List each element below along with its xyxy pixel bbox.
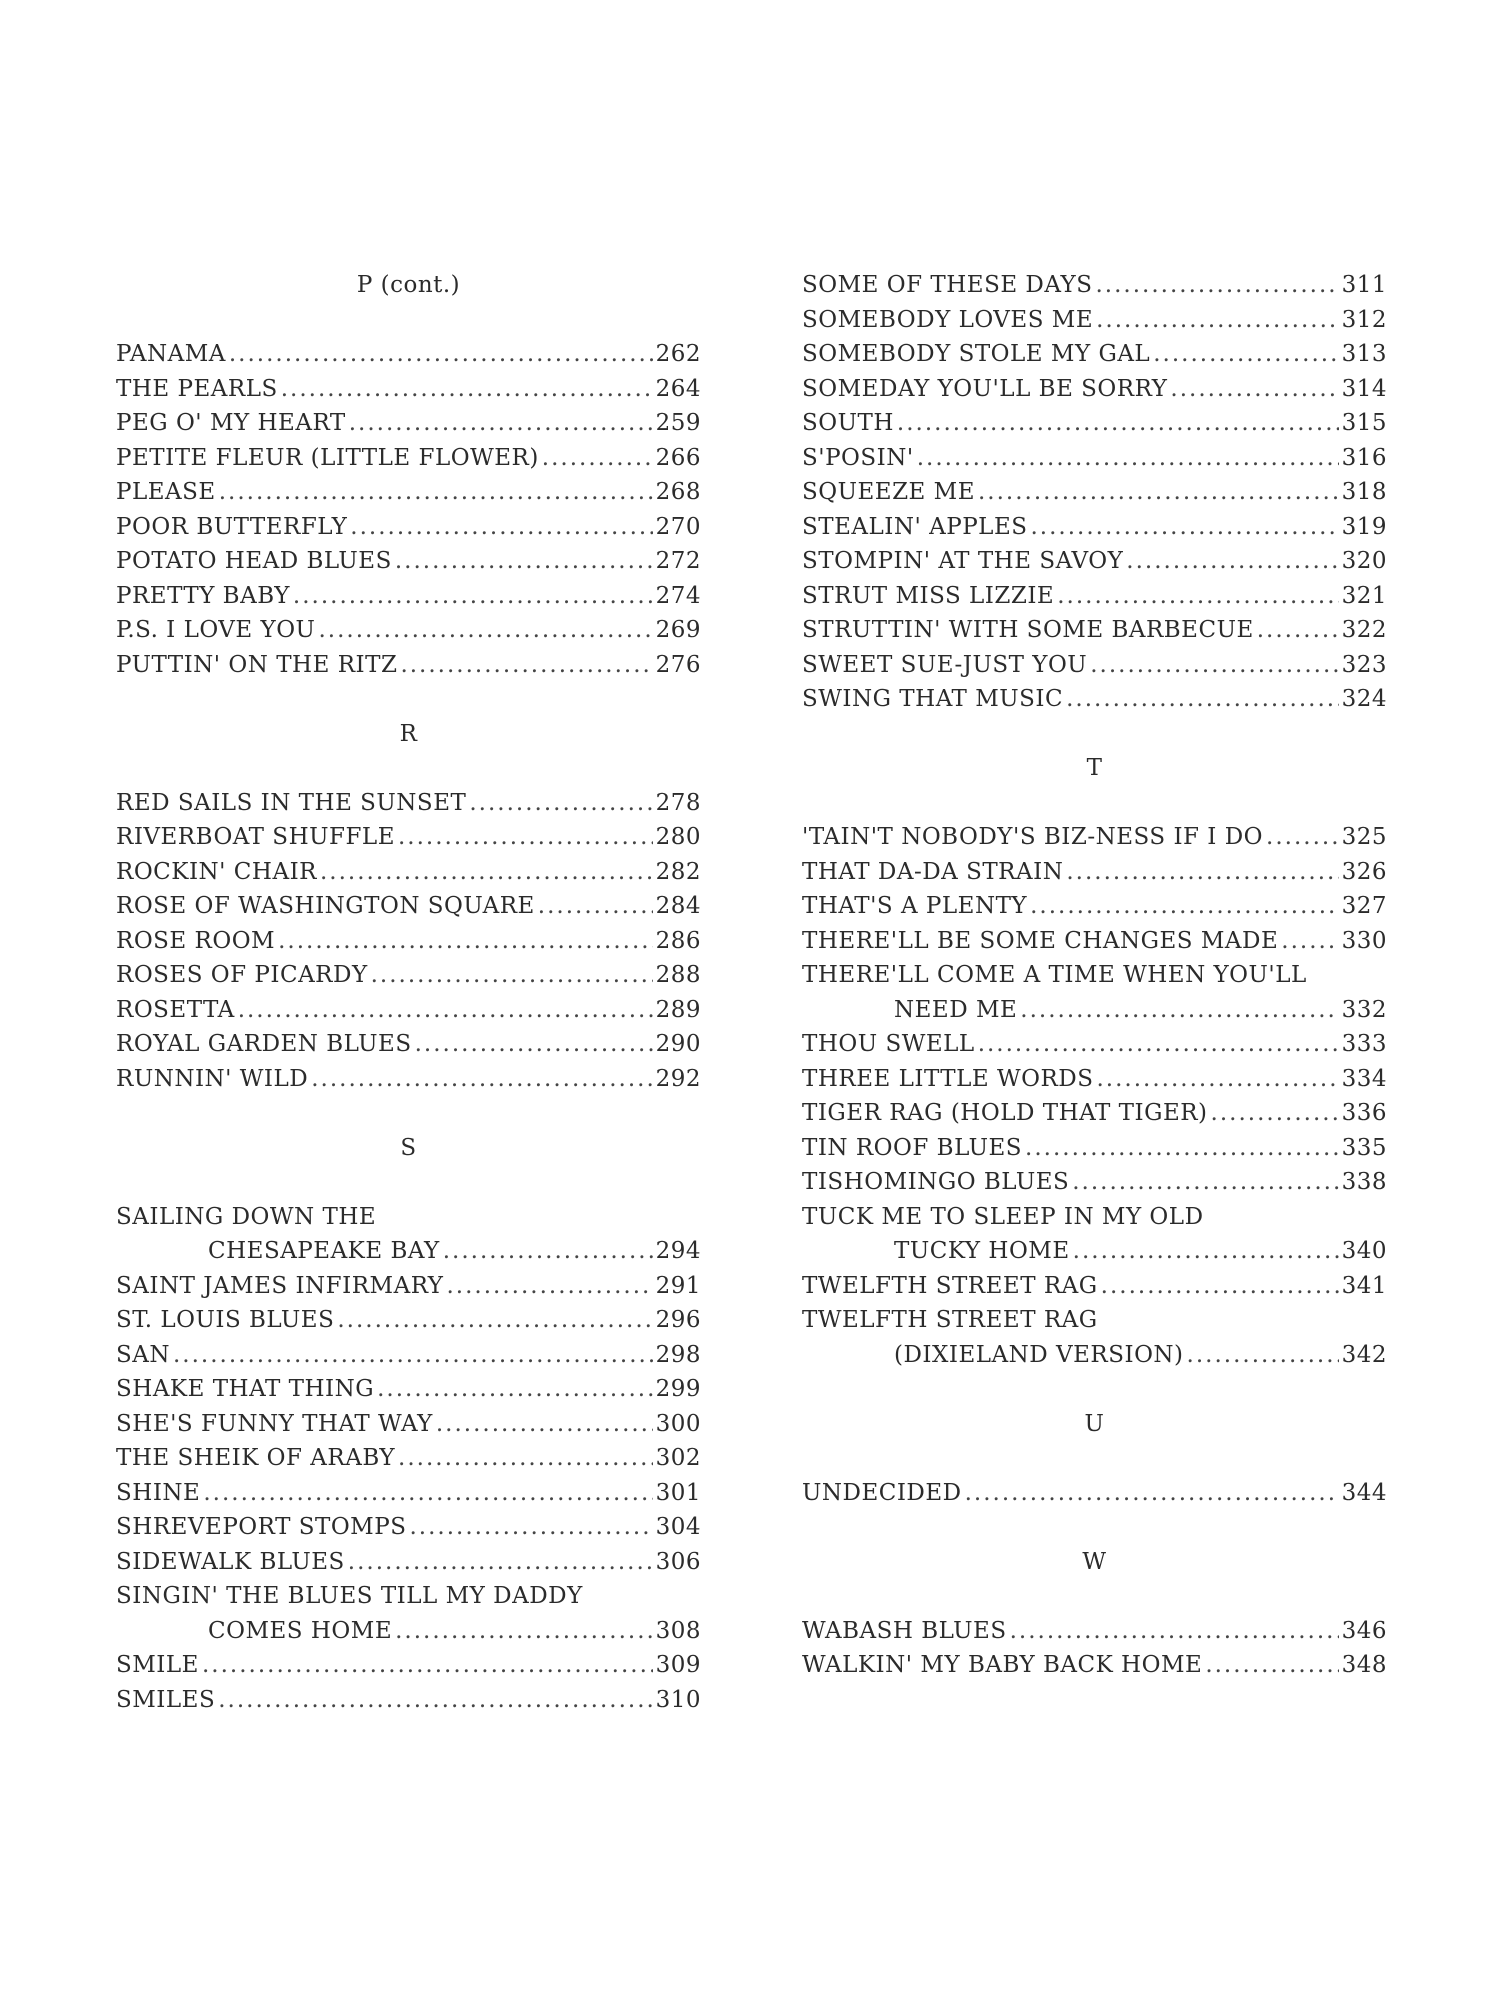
- entry-page-number: 315: [1341, 410, 1387, 436]
- entry-page-number: 278: [655, 789, 701, 816]
- entry-page-number: 333: [1341, 1031, 1387, 1057]
- dot-leader: [1066, 682, 1339, 717]
- entry-page-number: 332: [1341, 996, 1387, 1023]
- dot-leader: [1066, 855, 1338, 890]
- entry-title: TWELFTH STREET RAG: [802, 1307, 1098, 1333]
- index-entry: [116, 820, 701, 855]
- entry-page-number: 301: [655, 1479, 701, 1506]
- dot-leader: [1096, 303, 1338, 338]
- entry-title: THERE'LL COME A TIME WHEN YOU'LL: [802, 962, 1307, 988]
- entry-title: SMILES: [116, 1686, 216, 1713]
- entry-title: TUCK ME TO SLEEP IN MY OLD: [802, 1203, 1204, 1230]
- section-spacer: [802, 1510, 1387, 1545]
- entry-page-number: 319: [1341, 513, 1387, 540]
- entry-title: PLEASE: [116, 479, 216, 505]
- entry-title-continuation: CHESAPEAKE BAY: [208, 1238, 440, 1264]
- entry-title-continuation: (DIXIELAND VERSION): [894, 1341, 1184, 1368]
- entry-page-number: 262: [655, 341, 701, 367]
- section-spacer: [116, 1096, 701, 1131]
- dot-leader: [965, 1476, 1339, 1511]
- dot-leader: [436, 1407, 653, 1442]
- entry-page-number: 341: [1341, 1272, 1387, 1299]
- entry-title: THE PEARLS: [116, 375, 278, 402]
- index-entry: [116, 1303, 701, 1338]
- entry-page-number: 299: [655, 1376, 701, 1402]
- dot-leader: [371, 958, 653, 993]
- entry-title: SHINE: [116, 1479, 201, 1506]
- entry-title: WALKIN' MY BABY BACK HOME: [802, 1652, 1203, 1678]
- entry-page-number: 316: [1341, 444, 1387, 471]
- entry-page-number: 266: [655, 444, 701, 471]
- entry-page-number: 306: [655, 1548, 701, 1575]
- entry-page-number: 321: [1341, 582, 1387, 609]
- entry-page-number: 291: [655, 1272, 701, 1299]
- dot-leader: [350, 510, 652, 545]
- index-entry: [802, 1096, 1387, 1131]
- dot-leader: [409, 1510, 652, 1545]
- entry-page-number: 286: [655, 927, 701, 954]
- index-entry: [116, 993, 701, 1028]
- dot-leader: [1057, 579, 1338, 614]
- dot-leader: [897, 406, 1339, 441]
- entry-title: THOU SWELL: [802, 1031, 975, 1057]
- entry-page-number: 270: [655, 513, 701, 540]
- index-entry: [802, 1131, 1387, 1166]
- dot-leader: [377, 1372, 653, 1407]
- entry-title: PEG O' MY HEART: [116, 410, 346, 436]
- index-entry: [116, 337, 701, 372]
- index-entry: [802, 1648, 1387, 1683]
- index-entry: [802, 372, 1387, 407]
- entry-page-number: 304: [655, 1514, 701, 1540]
- entry-title-continuation: COMES HOME: [208, 1617, 393, 1644]
- entry-title: TWELFTH STREET RAG: [802, 1272, 1098, 1299]
- dot-leader: [978, 1027, 1339, 1062]
- index-entry-first-line: [116, 1579, 701, 1614]
- entry-title: SMILE: [116, 1652, 199, 1678]
- dot-leader: [1126, 544, 1338, 579]
- dot-leader: [400, 648, 652, 683]
- dot-leader: [443, 1234, 653, 1269]
- entry-title: PRETTY BABY: [116, 582, 290, 609]
- entry-page-number: 290: [655, 1031, 701, 1057]
- section-spacer: [802, 1441, 1387, 1476]
- section-spacer: [802, 1579, 1387, 1614]
- entry-page-number: 330: [1341, 927, 1387, 954]
- entry-title-continuation: TUCKY HOME: [894, 1238, 1070, 1264]
- dot-leader: [1030, 889, 1339, 924]
- index-entry: [116, 441, 701, 476]
- entry-page-number: 320: [1341, 548, 1387, 574]
- entry-page-number: 264: [655, 375, 701, 402]
- entry-title: THREE LITTLE WORDS: [802, 1065, 1094, 1092]
- index-entry: [802, 820, 1387, 855]
- index-entry: [116, 579, 701, 614]
- entry-page-number: 325: [1341, 824, 1387, 850]
- entry-title: SINGIN' THE BLUES TILL MY DADDY: [116, 1583, 583, 1609]
- entry-title: TIGER RAG (HOLD THAT TIGER): [802, 1100, 1208, 1126]
- entry-title: SAILING DOWN THE: [116, 1203, 377, 1230]
- entry-title: SOMEDAY YOU'LL BE SORRY: [802, 375, 1168, 402]
- entry-title: STRUTTIN' WITH SOME BARBECUE: [802, 617, 1254, 643]
- entry-page-number: 280: [655, 824, 701, 850]
- dot-leader: [538, 889, 653, 924]
- entry-title: ROYAL GARDEN BLUES: [116, 1031, 412, 1057]
- index-entry: [802, 475, 1387, 510]
- entry-title-continuation: NEED ME: [894, 996, 1018, 1023]
- entry-title: SHREVEPORT STOMPS: [116, 1514, 407, 1540]
- index-entry: [116, 958, 701, 993]
- section-spacer: [116, 1165, 701, 1200]
- index-entry: [116, 1510, 701, 1545]
- dot-leader: [349, 406, 653, 441]
- dot-leader: [203, 1476, 652, 1511]
- entry-title: RIVERBOAT SHUFFLE: [116, 824, 395, 850]
- dot-leader: [398, 820, 653, 855]
- entry-page-number: 310: [655, 1686, 701, 1713]
- index-entry-first-line: [802, 958, 1387, 993]
- dot-leader: [1096, 1062, 1338, 1097]
- dot-leader: [1020, 993, 1338, 1028]
- dot-leader: [447, 1269, 653, 1304]
- dot-leader: [1257, 613, 1339, 648]
- entry-title: PUTTIN' ON THE RITZ: [116, 651, 398, 678]
- entry-page-number: 284: [655, 893, 701, 919]
- dot-leader: [173, 1338, 653, 1373]
- dot-leader: [1101, 1269, 1339, 1304]
- section-heading: S: [400, 1134, 417, 1161]
- section-spacer: [116, 682, 701, 717]
- section-spacer: [116, 751, 701, 786]
- entry-page-number: 294: [655, 1238, 701, 1264]
- index-entry: [802, 613, 1387, 648]
- index-entry: [802, 889, 1387, 924]
- entry-page-number: 336: [1341, 1100, 1387, 1126]
- index-entry: [802, 510, 1387, 545]
- dot-leader: [395, 544, 653, 579]
- entry-title: ROSES OF PICARDY: [116, 962, 368, 988]
- index-entry: [116, 1372, 701, 1407]
- index-entry-first-line: [802, 1200, 1387, 1235]
- entry-page-number: 296: [655, 1307, 701, 1333]
- section-spacer: [116, 303, 701, 338]
- dot-leader: [1025, 1131, 1339, 1166]
- entry-title: STRUT MISS LIZZIE: [802, 582, 1055, 609]
- entry-page-number: 348: [1341, 1652, 1387, 1678]
- dot-leader: [1010, 1614, 1339, 1649]
- dot-leader: [978, 475, 1339, 510]
- entry-page-number: 272: [655, 548, 701, 574]
- index-entry: [802, 1269, 1387, 1304]
- entry-title: POOR BUTTERFLY: [116, 513, 348, 540]
- entry-title: ROSE ROOM: [116, 927, 276, 954]
- index-entry: [802, 337, 1387, 372]
- entry-title: SQUEEZE ME: [802, 479, 975, 505]
- entry-title: SWING THAT MUSIC: [802, 686, 1064, 712]
- index-entry: [802, 579, 1387, 614]
- entry-page-number: 311: [1341, 272, 1387, 298]
- dot-leader: [229, 337, 653, 372]
- entry-page-number: 338: [1341, 1169, 1387, 1195]
- index-entry: [802, 682, 1387, 717]
- dot-leader: [238, 993, 653, 1028]
- entry-title: TISHOMINGO BLUES: [802, 1169, 1070, 1195]
- entry-title: SOUTH: [802, 410, 894, 436]
- index-entry: [802, 1476, 1387, 1511]
- entry-page-number: 324: [1341, 686, 1387, 712]
- index-entry: [802, 268, 1387, 303]
- right-column: [802, 268, 1387, 1683]
- dot-leader: [917, 441, 1339, 476]
- dot-leader: [542, 441, 653, 476]
- dot-leader: [318, 613, 652, 648]
- dot-leader: [1072, 1165, 1338, 1200]
- index-entry: [116, 648, 701, 683]
- index-entry-first-line: [116, 1200, 701, 1235]
- entry-page-number: 276: [655, 651, 701, 678]
- dot-leader: [1096, 268, 1339, 303]
- index-entry: [802, 303, 1387, 338]
- entry-title: TIN ROOF BLUES: [802, 1134, 1023, 1161]
- entry-page-number: 314: [1341, 375, 1387, 402]
- section-heading: R: [399, 720, 418, 747]
- dot-leader: [398, 1441, 653, 1476]
- dot-leader: [218, 1683, 652, 1718]
- entry-title: SAN: [116, 1341, 170, 1368]
- dot-leader: [1205, 1648, 1338, 1683]
- entry-title: ST. LOUIS BLUES: [116, 1307, 335, 1333]
- entry-title: P.S. I LOVE YOU: [116, 617, 316, 643]
- entry-title: ROSETTA: [116, 996, 235, 1023]
- index-entry: [802, 406, 1387, 441]
- index-entry: [802, 855, 1387, 890]
- section-heading: P (cont.): [356, 272, 461, 298]
- index-entry: [802, 544, 1387, 579]
- entry-title: THE SHEIK OF ARABY: [116, 1445, 396, 1471]
- index-entry: [116, 1545, 701, 1580]
- entry-page-number: 269: [655, 617, 701, 643]
- section-heading: W: [1082, 1548, 1107, 1575]
- index-entry: [802, 1234, 1387, 1269]
- entry-page-number: 334: [1341, 1065, 1387, 1092]
- entry-title: ROSE OF WASHINGTON SQUARE: [116, 893, 535, 919]
- entry-title: PANAMA: [116, 341, 226, 367]
- dot-leader: [1153, 337, 1338, 372]
- entry-title: 'TAIN'T NOBODY'S BIZ-NESS IF I DO: [802, 824, 1264, 850]
- entry-title: THAT DA-DA STRAIN: [802, 858, 1064, 885]
- index-entry: [802, 1062, 1387, 1097]
- entry-page-number: 335: [1341, 1134, 1387, 1161]
- entry-page-number: 313: [1341, 341, 1387, 367]
- section-heading: T: [1086, 755, 1103, 781]
- index-entry: [802, 1338, 1387, 1373]
- entry-page-number: 346: [1341, 1617, 1387, 1644]
- entry-page-number: 323: [1341, 651, 1387, 678]
- entry-title: STOMPIN' AT THE SAVOY: [802, 548, 1124, 574]
- dot-leader: [1031, 510, 1339, 545]
- entry-page-number: 268: [655, 479, 701, 505]
- entry-title: SIDEWALK BLUES: [116, 1548, 345, 1575]
- index-entry: [116, 1476, 701, 1511]
- entry-page-number: 282: [655, 858, 701, 885]
- index-entry: [802, 441, 1387, 476]
- entry-page-number: 308: [655, 1617, 701, 1644]
- entry-title: RUNNIN' WILD: [116, 1065, 309, 1092]
- dot-leader: [1170, 372, 1338, 407]
- entry-page-number: 344: [1341, 1479, 1387, 1506]
- entry-page-number: 322: [1341, 617, 1387, 643]
- index-entry: [116, 1407, 701, 1442]
- dot-leader: [415, 1027, 653, 1062]
- entry-page-number: 302: [655, 1445, 701, 1471]
- entry-title: POTATO HEAD BLUES: [116, 548, 392, 574]
- index-entry: [116, 924, 701, 959]
- entry-title: SAINT JAMES INFIRMARY: [116, 1272, 444, 1299]
- index-entry: [116, 1062, 701, 1097]
- entry-page-number: 289: [655, 996, 701, 1023]
- entry-title: ROCKIN' CHAIR: [116, 858, 317, 885]
- index-entry: [116, 855, 701, 890]
- entry-page-number: 342: [1341, 1341, 1387, 1368]
- dot-leader: [278, 924, 652, 959]
- dot-leader: [320, 855, 653, 890]
- entry-title: WABASH BLUES: [802, 1617, 1007, 1644]
- entry-page-number: 300: [655, 1410, 701, 1437]
- index-entry: [802, 993, 1387, 1028]
- index-entry: [116, 1614, 701, 1649]
- index-entry: [802, 1027, 1387, 1062]
- entry-title: SOMEBODY STOLE MY GAL: [802, 341, 1151, 367]
- entry-page-number: 318: [1341, 479, 1387, 505]
- index-entry: [116, 1027, 701, 1062]
- dot-leader: [1090, 648, 1338, 683]
- entry-page-number: 274: [655, 582, 701, 609]
- index-entry: [116, 406, 701, 441]
- entry-title: SHAKE THAT THING: [116, 1376, 375, 1402]
- entry-title: THERE'LL BE SOME CHANGES MADE: [802, 927, 1279, 954]
- index-entry: [802, 924, 1387, 959]
- dot-leader: [337, 1303, 652, 1338]
- section-heading: U: [1084, 1410, 1105, 1437]
- index-entry: [116, 475, 701, 510]
- index-entry: [116, 544, 701, 579]
- dot-leader: [348, 1545, 653, 1580]
- dot-leader: [469, 786, 652, 821]
- index-entry-first-line: [802, 1303, 1387, 1338]
- entry-page-number: 292: [655, 1065, 701, 1092]
- dot-leader: [1281, 924, 1338, 959]
- section-spacer: [802, 1372, 1387, 1407]
- entry-title: RED SAILS IN THE SUNSET: [116, 789, 467, 816]
- dot-leader: [395, 1614, 652, 1649]
- entry-page-number: 288: [655, 962, 701, 988]
- entry-page-number: 326: [1341, 858, 1387, 885]
- dot-leader: [311, 1062, 652, 1097]
- entry-title: S'POSIN': [802, 444, 914, 471]
- dot-leader: [293, 579, 653, 614]
- index-entry: [116, 1338, 701, 1373]
- index-entry: [116, 889, 701, 924]
- index-entry: [116, 1648, 701, 1683]
- dot-leader: [1211, 1096, 1339, 1131]
- section-spacer: [802, 786, 1387, 821]
- section-spacer: [802, 717, 1387, 752]
- entry-title: SOMEBODY LOVES ME: [802, 306, 1094, 333]
- entry-title: SOME OF THESE DAYS: [802, 272, 1093, 298]
- index-entry: [116, 613, 701, 648]
- entry-page-number: 340: [1341, 1238, 1387, 1264]
- left-column: [116, 268, 701, 1717]
- index-entry: [116, 372, 701, 407]
- entry-title: SWEET SUE-JUST YOU: [802, 651, 1088, 678]
- dot-leader: [281, 372, 653, 407]
- entry-page-number: 327: [1341, 893, 1387, 919]
- dot-leader: [1187, 1338, 1339, 1373]
- index-entry: [116, 1441, 701, 1476]
- entry-title: THAT'S A PLENTY: [802, 893, 1028, 919]
- index-entry: [116, 510, 701, 545]
- entry-page-number: 298: [655, 1341, 701, 1368]
- entry-title: PETITE FLEUR (LITTLE FLOWER): [116, 444, 539, 471]
- dot-leader: [202, 1648, 653, 1683]
- index-entry: [116, 786, 701, 821]
- dot-leader: [1266, 820, 1339, 855]
- entry-page-number: 312: [1341, 306, 1387, 333]
- entry-title: STEALIN' APPLES: [802, 513, 1028, 540]
- entry-page-number: 309: [655, 1652, 701, 1678]
- index-entry: [802, 1614, 1387, 1649]
- entry-title: UNDECIDED: [802, 1479, 962, 1506]
- index-entry: [802, 648, 1387, 683]
- dot-leader: [1073, 1234, 1339, 1269]
- index-entry: [802, 1165, 1387, 1200]
- dot-leader: [219, 475, 653, 510]
- index-entry: [116, 1234, 701, 1269]
- entry-title: SHE'S FUNNY THAT WAY: [116, 1410, 433, 1437]
- index-entry: [116, 1683, 701, 1718]
- entry-page-number: 259: [655, 410, 701, 436]
- index-entry: [116, 1269, 701, 1304]
